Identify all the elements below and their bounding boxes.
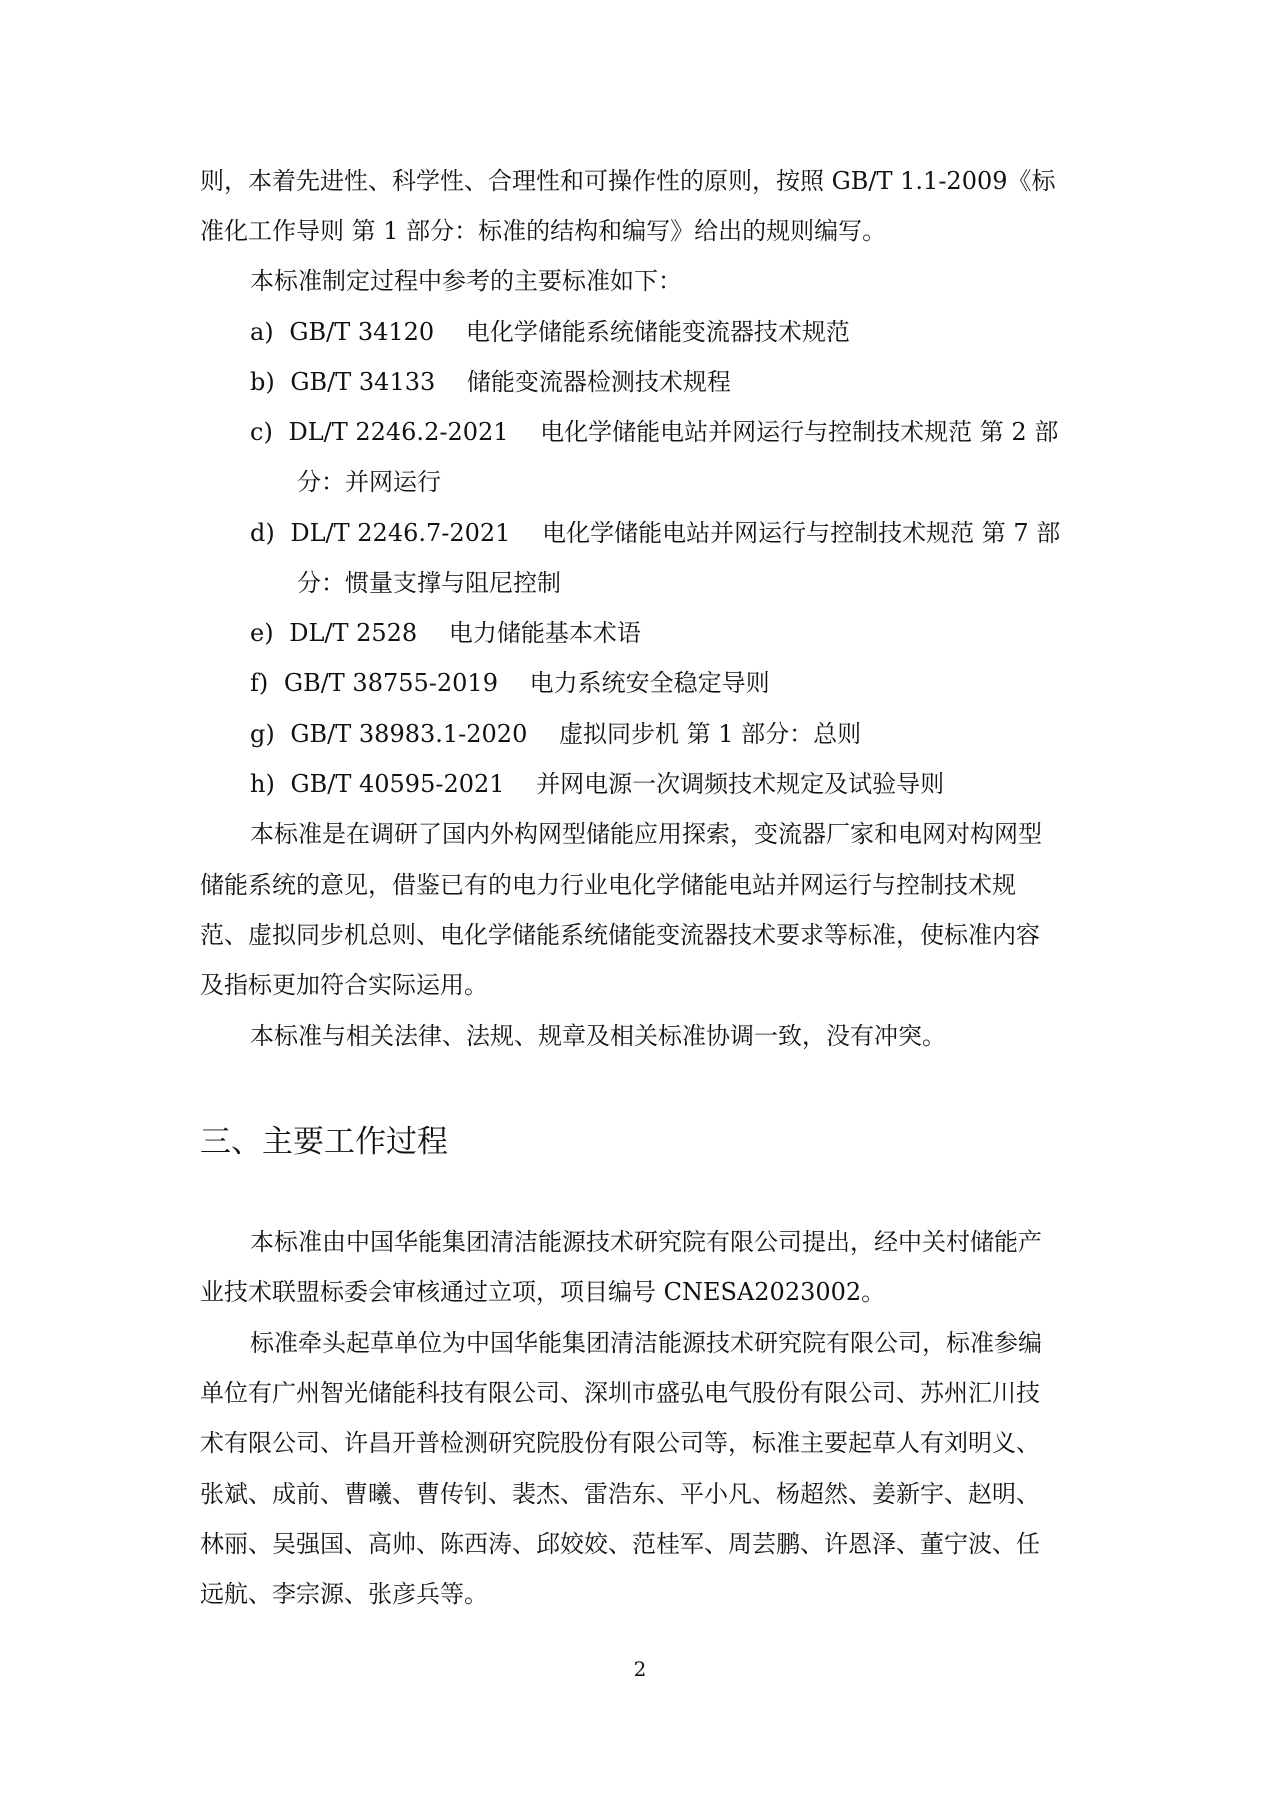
origin-line-1: 本标准由中国华能集团清洁能源技术研究院有限公司提出，经中关村储能产 [250,1228,1042,1256]
reference-code: GB/T 38983.1-2020 [290,720,528,748]
reference-item [250,317,850,347]
drafters-line-5: 林丽、吴强国、高帅、陈西涛、邱姣姣、范桂军、周芸鹏、许恩泽、董宁波、任 [200,1530,1040,1558]
reference-title: 电化学储能电站并网运行与控制技术规范 第 2 部 [540,418,1059,446]
consistency-paragraph: 本标准与相关法律、法规、规章及相关标准协调一致，没有冲突。 [250,1022,946,1050]
reference-code: GB/T 34133 [290,368,436,396]
reference-code: DL/T 2246.7-2021 [290,519,511,547]
reference-code: GB/T 40595-2021 [290,770,505,798]
section-heading: 三、主要工作过程 [200,1124,448,1160]
reference-item [250,518,1060,548]
reference-title: 并网电源一次调频技术规定及试验导则 [536,770,945,798]
origin-line-2: 业技术联盟标委会审核通过立项，项目编号 CNESA2023002。 [200,1278,886,1306]
reference-title: 虚拟同步机 第 1 部分：总则 [558,720,862,748]
intro-line-2: 准化工作导则 第 1 部分：标准的结构和编写》给出的规则编写。 [200,217,887,245]
drafters-line-6: 远航、李宗源、张彦兵等。 [200,1580,488,1608]
reference-code: DL/T 2246.2-2021 [288,418,509,446]
reference-marker: e) [250,619,274,647]
reference-item [250,769,944,799]
reference-item [250,618,641,648]
intro-line-1: 则，本着先进性、科学性、合理性和可操作性的原则，按照 GB/T 1.1-2009《标 [200,167,1056,195]
drafters-line-3: 术有限公司、许昌开普检测研究院股份有限公司等，标准主要起草人有刘明义、 [200,1429,1040,1457]
reference-marker: f) [250,669,269,697]
reference-marker: c) [250,418,273,446]
reference-continuation: 分：并网运行 [297,468,441,496]
reference-item [250,719,861,749]
drafters-line-1: 标准牵头起草单位为中国华能集团清洁能源技术研究院有限公司，标准参编 [250,1329,1042,1357]
reference-title: 储能变流器检测技术规程 [466,368,731,396]
drafters-line-4: 张斌、成前、曹曦、曹传钊、裴杰、雷浩东、平小凡、杨超然、姜新宇、赵明、 [200,1480,1040,1508]
reference-code: DL/T 2528 [289,619,418,647]
reference-title: 电化学储能系统储能变流器技术规范 [465,318,850,346]
research-line-2: 储能系统的意见，借鉴已有的电力行业电化学储能电站并网运行与控制技术规 [200,871,1016,899]
research-line-1: 本标准是在调研了国内外构网型储能应用探索，变流器厂家和电网对构网型 [250,820,1042,848]
page-number: 2 [633,1657,647,1681]
reference-marker: h) [250,770,275,798]
reference-marker: g) [250,720,275,748]
reference-continuation: 分：惯量支撑与阻尼控制 [297,569,561,597]
reference-title: 电化学储能电站并网运行与控制技术规范 第 7 部 [542,519,1061,547]
reference-title: 电力储能基本术语 [448,619,641,647]
references-lead: 本标准制定过程中参考的主要标准如下： [250,267,682,295]
reference-item [250,417,1058,447]
drafters-line-2: 单位有广州智光储能科技有限公司、深圳市盛弘电气股份有限公司、苏州汇川技 [200,1379,1040,1407]
reference-marker: a) [250,318,274,346]
research-line-4: 及指标更加符合实际运用。 [200,971,488,999]
reference-code: GB/T 34120 [289,318,435,346]
reference-item [250,367,731,397]
research-line-3: 范、虚拟同步机总则、电化学储能系统储能变流器技术要求等标准，使标准内容 [200,921,1040,949]
reference-title: 电力系统安全稳定导则 [529,669,770,697]
reference-code: GB/T 38755-2019 [283,669,498,697]
reference-item [250,668,770,698]
reference-marker: d) [250,519,275,547]
reference-marker: b) [250,368,275,396]
